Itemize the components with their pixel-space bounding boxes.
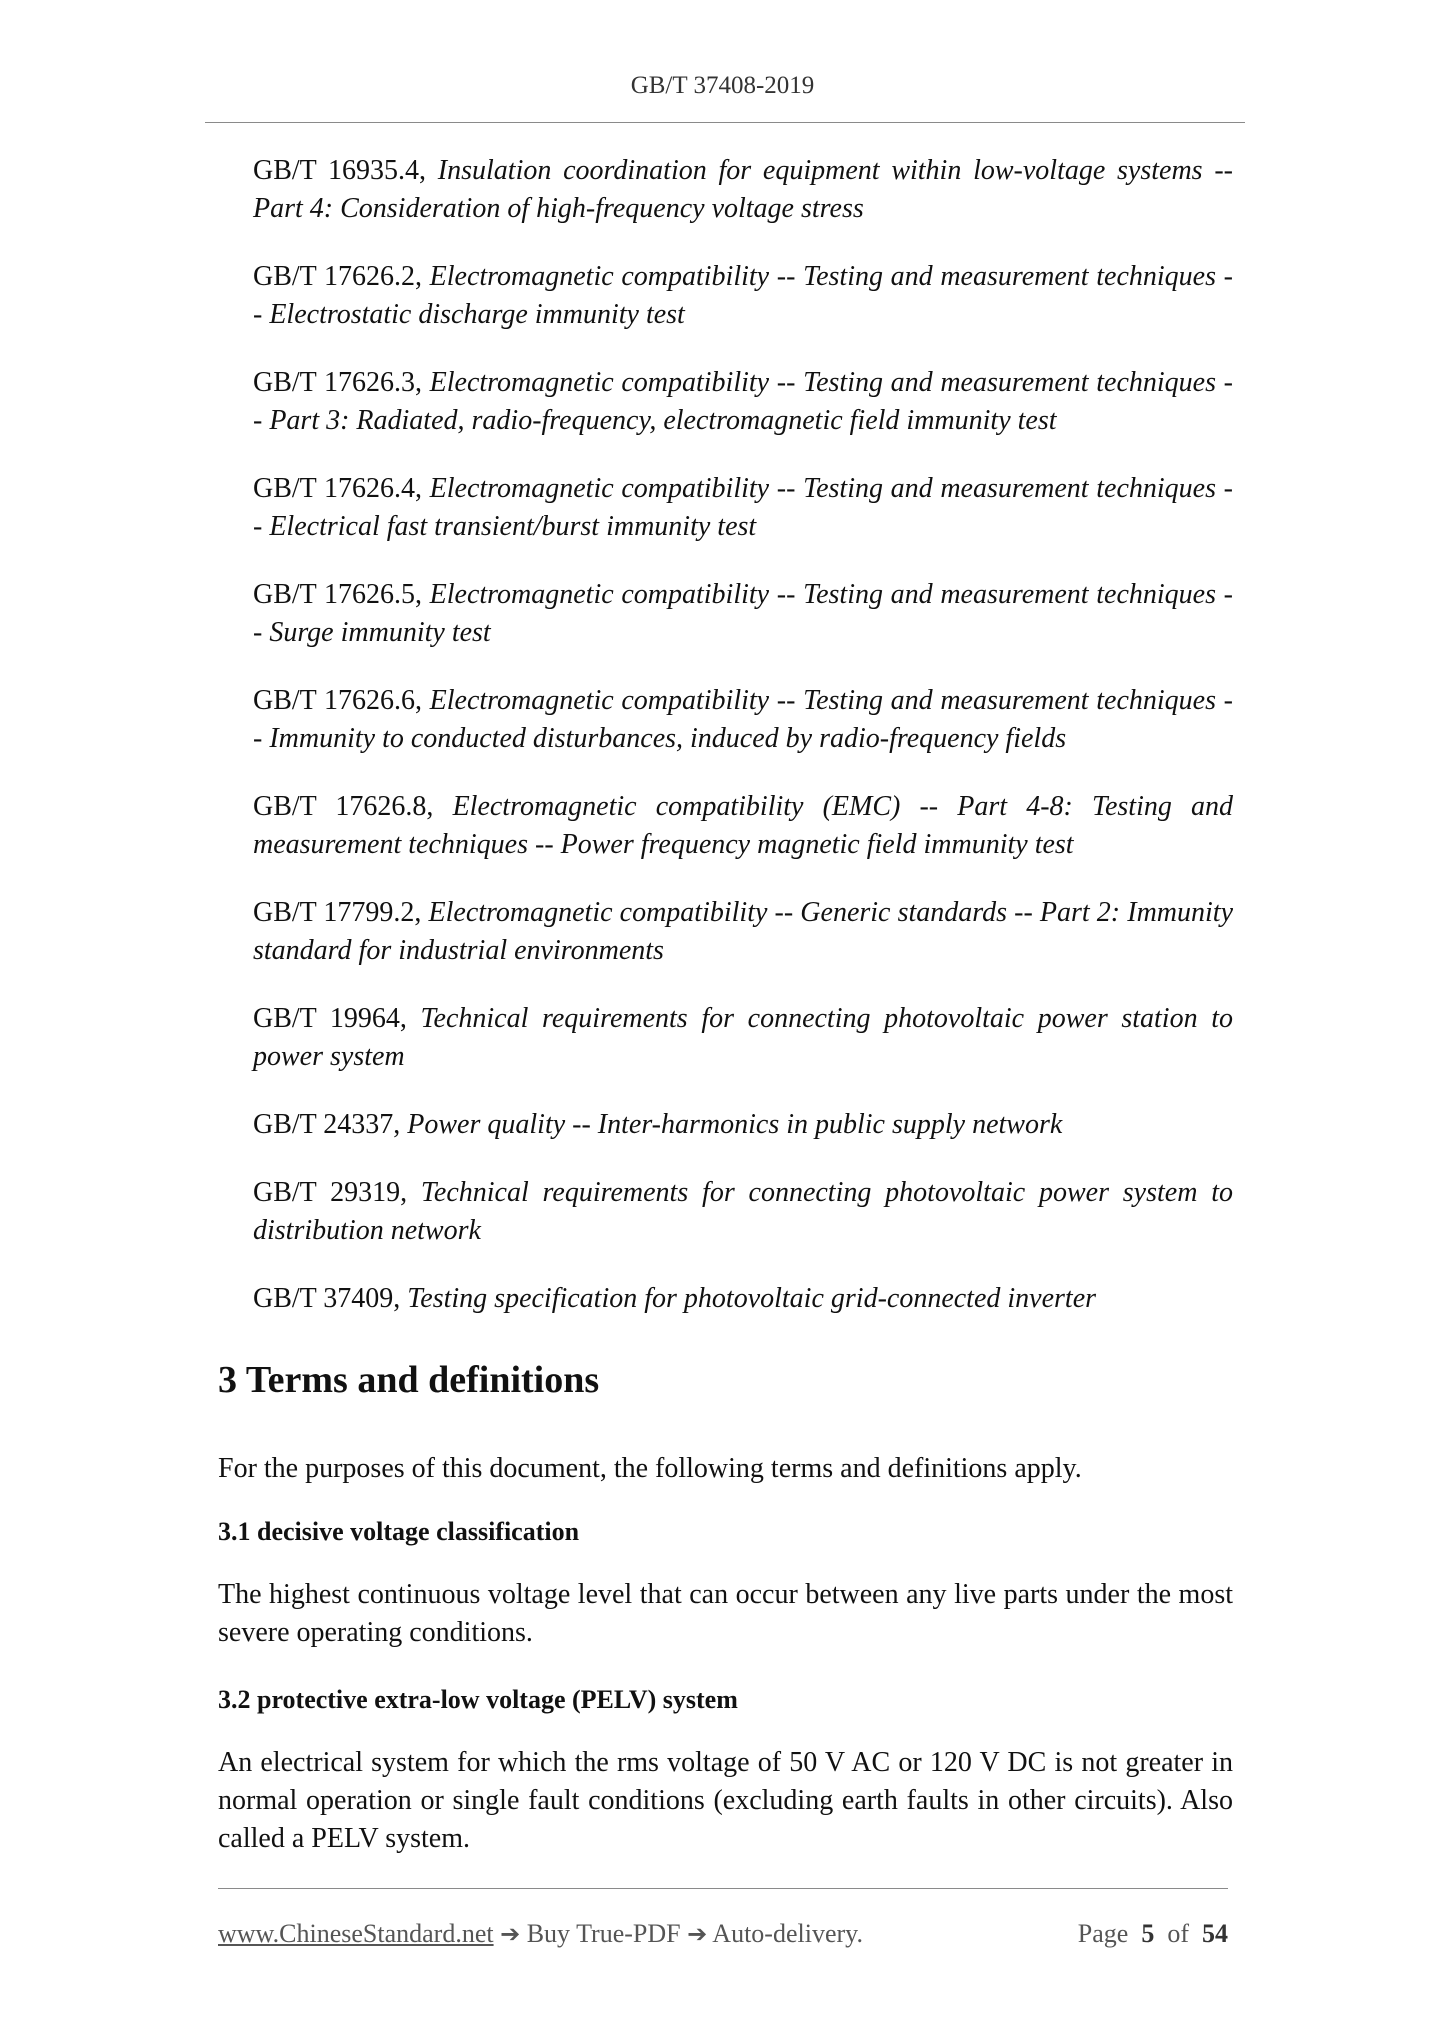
reference-title: Technical requirements for connecting photovoltaic power system to distribution network [253,1177,1234,1246]
total-pages: 54 [1202,1919,1228,1948]
reference-title: Electromagnetic compatibility -- Testing and measurement techniques -- Part 3: Radiated, radio-frequency, electromagnetic field immunity test [253,367,1233,436]
reference-item [253,1280,1233,1318]
reference-item [253,576,1233,652]
reference-title: Power quality -- Inter-harmonics in public supply network [407,1109,1063,1140]
page-number [1078,1917,1228,1951]
normative-references-list [253,152,1233,1348]
reference-item [253,1106,1233,1144]
reference-code: GB/T 19964, [253,1003,407,1034]
reference-title: Electromagnetic compatibility -- Testing and measurement techniques -- Electrical fast transient/burst immunity test [253,473,1233,542]
page-label: Page [1077,1919,1129,1948]
footer-promo [218,1917,863,1951]
reference-code: GB/T 17626.4, [253,473,422,504]
reference-item [253,788,1233,864]
reference-title: Technical requirements for connecting photovoltaic power station to power system [253,1003,1233,1072]
reference-item [253,364,1233,440]
reference-code: GB/T 37409, [253,1283,401,1314]
reference-title: Electromagnetic compatibility -- Testing and measurement techniques -- Electrostatic discharge immunity test [253,261,1233,330]
header-divider [205,122,1245,123]
reference-item [253,682,1233,758]
reference-title: Electromagnetic compatibility -- Testing and measurement techniques -- Surge immunity test [253,579,1233,648]
reference-item [253,1000,1233,1076]
section-body [218,1450,1233,1858]
arrow-right-icon: ➔ [500,1920,521,1948]
footer-divider [218,1888,1228,1889]
term-heading: 3.1 decisive voltage classification [218,1517,580,1546]
reference-title: Electromagnetic compatibility (EMC) -- Part 4-8: Testing and measurement techniques -- Power frequency magnetic field immunity test [253,791,1233,860]
reference-code: GB/T 29319, [253,1177,408,1208]
reference-code: GB/T 17626.3, [253,367,422,398]
term-definition: An electrical system for which the rms voltage of 50 V AC or 120 V DC is not greater in normal operation or single fault conditions (excluding earth faults in other circuits). Also called a PELV system. [218,1747,1233,1854]
reference-title: Electromagnetic compatibility -- Testing and measurement techniques -- Immunity to conducted disturbances, induced by radio-frequency fields [253,685,1233,754]
reference-item [253,470,1233,546]
section-intro: For the purposes of this document, the following terms and definitions apply. [218,1453,1082,1484]
section-heading: 3 Terms and definitions [218,1359,600,1401]
reference-title: Electromagnetic compatibility -- Generic standards -- Part 2: Immunity standard for industrial environments [253,897,1234,966]
reference-code: GB/T 17626.2, [253,261,422,292]
reference-item [253,1174,1233,1250]
reference-code: GB/T 16935.4, [253,155,427,186]
reference-code: GB/T 17626.5, [253,579,422,610]
reference-code: GB/T 17626.6, [253,685,422,716]
reference-item [253,258,1233,334]
term-definition: The highest continuous voltage level that can occur between any live parts under the most severe operating conditions. [218,1579,1233,1648]
reference-code: GB/T 17626.8, [253,791,434,822]
reference-item [253,894,1233,970]
website-link[interactable]: www.ChineseStandard.net [218,1919,494,1948]
reference-title: Testing specification for photovoltaic grid-connected inverter [407,1283,1097,1314]
term-heading: 3.2 protective extra-low voltage (PELV) system [218,1685,738,1714]
auto-delivery-text: Auto-delivery. [712,1919,863,1948]
arrow-right-icon: ➔ [687,1920,708,1948]
buy-true-pdf-text: Buy True-PDF [526,1919,681,1948]
running-header: GB/T 37408-2019 [630,72,815,99]
reference-code: GB/T 24337, [253,1109,401,1140]
of-label: of [1167,1919,1189,1948]
reference-item [253,152,1233,228]
reference-code: GB/T 17799.2, [253,897,422,928]
reference-title: Insulation coordination for equipment within low-voltage systems -- Part 4: Consideration of high-frequency voltage stress [253,155,1233,224]
current-page: 5 [1141,1919,1155,1948]
